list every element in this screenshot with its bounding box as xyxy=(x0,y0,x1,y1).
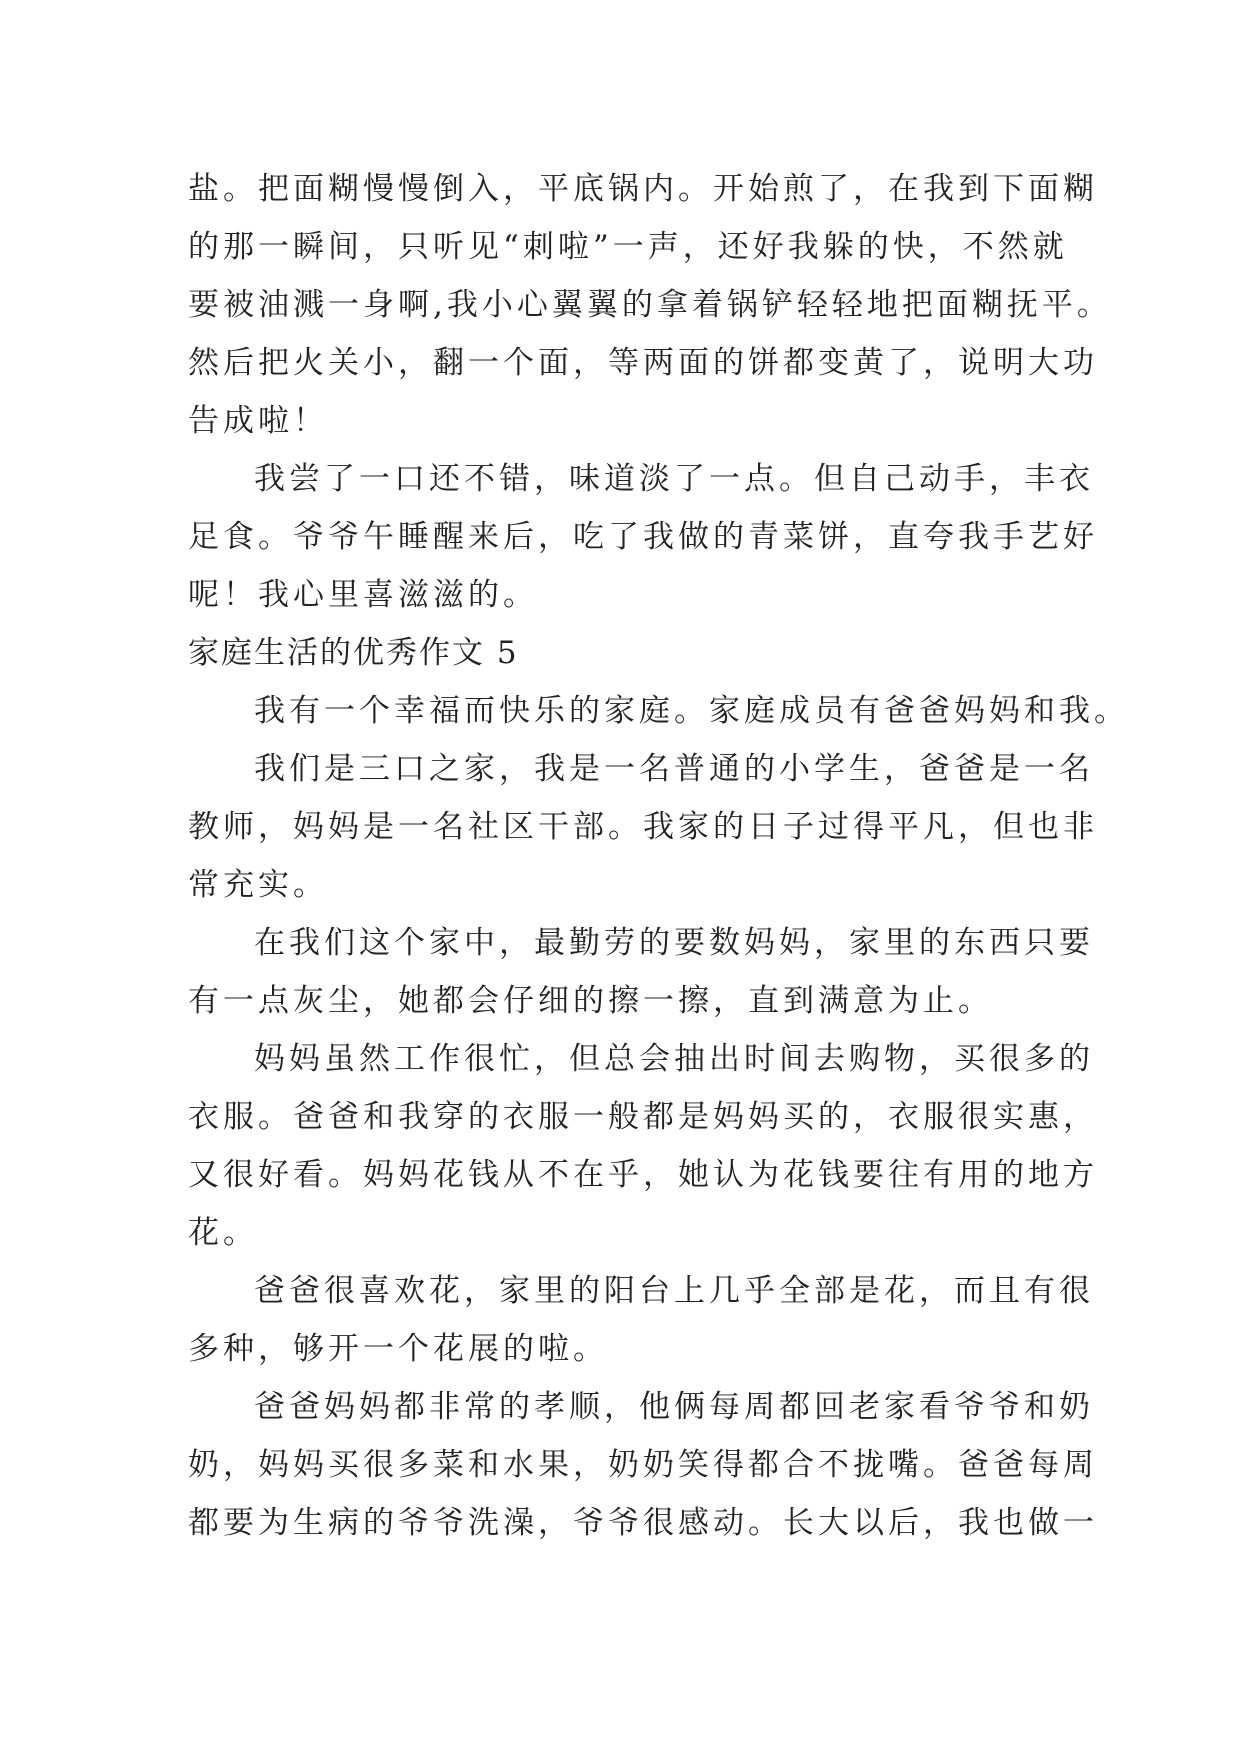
text-line: 奶，妈妈买很多菜和水果，奶奶笑得都合不拢嘴。爸爸每周 xyxy=(188,1447,1098,1483)
section-heading: 家庭生活的优秀作文 5 xyxy=(188,635,519,671)
text-line: 妈妈虽然工作很忙，但总会抽出时间去购物，买很多的 xyxy=(254,1041,1094,1077)
text-line: 教师，妈妈是一名社区干部。我家的日子过得平凡，但也非 xyxy=(188,809,1098,845)
text-line: 盐。把面糊慢慢倒入，平底锅内。开始煎了，在我到下面糊 xyxy=(188,171,1098,207)
text-line: 在我们这个家中，最勤劳的要数妈妈，家里的东西只要 xyxy=(254,925,1094,961)
text-line: 我有一个幸福而快乐的家庭。家庭成员有爸爸妈妈和我。 xyxy=(254,693,1129,729)
text-line: 常充实。 xyxy=(188,867,328,903)
text-line: 告成啦！ xyxy=(188,403,328,439)
text-line: 爸爸很喜欢花，家里的阳台上几乎全部是花，而且有很 xyxy=(254,1273,1094,1309)
text-line: 花。 xyxy=(188,1215,258,1251)
text-line: 我们是三口之家，我是一名普通的小学生，爸爸是一名 xyxy=(254,751,1094,787)
text-line: 多种，够开一个花展的啦。 xyxy=(188,1331,608,1367)
text-line: 的那一瞬间，只听见“刺啦”一声，还好我躲的快，不然就 xyxy=(188,229,1068,265)
text-line: 都要为生病的爷爷洗澡，爷爷很感动。长大以后，我也做一 xyxy=(188,1505,1098,1541)
text-line: 爸爸妈妈都非常的孝顺，他俩每周都回老家看爷爷和奶 xyxy=(254,1389,1094,1425)
text-line: 有一点灰尘，她都会仔细的擦一擦，直到满意为止。 xyxy=(188,983,993,1019)
text-line: 又很好看。妈妈花钱从不在乎，她认为花钱要往有用的地方 xyxy=(188,1157,1098,1193)
text-line: 然后把火关小，翻一个面，等两面的饼都变黄了，说明大功 xyxy=(188,345,1098,381)
text-line: 要被油溅一身啊,我小心翼翼的拿着锅铲轻轻地把面糊抚平。 xyxy=(188,287,1112,323)
text-line: 衣服。爸爸和我穿的衣服一般都是妈妈买的，衣服很实惠， xyxy=(188,1099,1098,1135)
text-line: 足食。爷爷午睡醒来后，吃了我做的青菜饼，直夸我手艺好 xyxy=(188,519,1098,555)
text-line: 我尝了一口还不错，味道淡了一点。但自己动手，丰衣 xyxy=(254,461,1094,497)
text-line: 呢！我心里喜滋滋的。 xyxy=(188,577,538,613)
document-body xyxy=(188,160,1129,1552)
